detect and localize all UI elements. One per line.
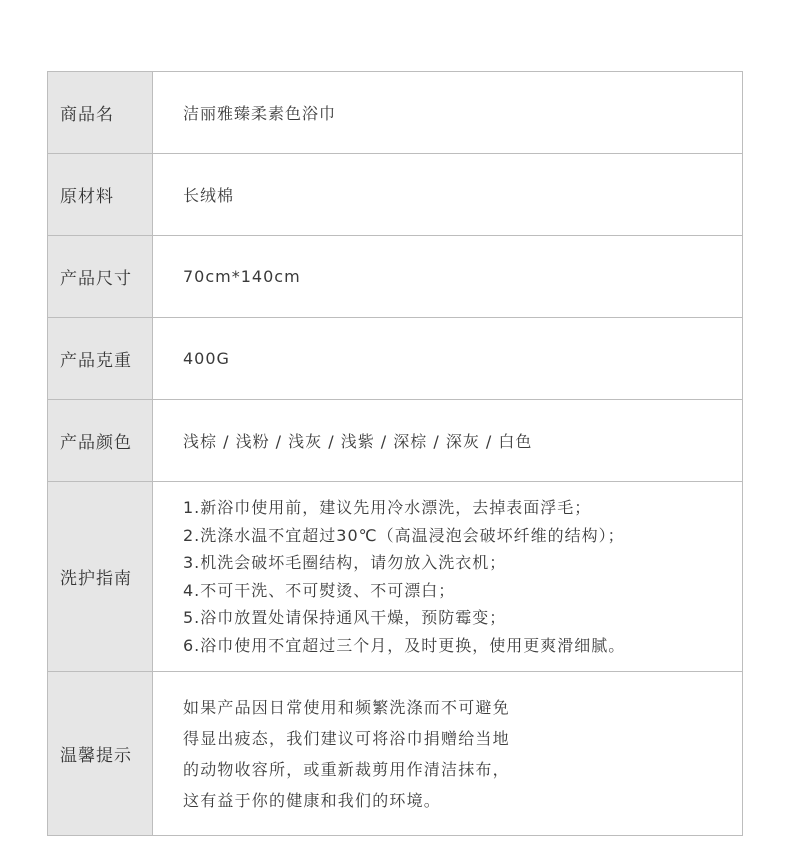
care-line: 6.浴巾使用不宜超过三个月，及时更换，使用更爽滑细腻。: [183, 635, 626, 655]
spec-value: 400G: [183, 349, 230, 368]
tip-line: 的动物收容所，或重新裁剪用作清洁抹布，: [183, 759, 510, 779]
tips-value: [153, 672, 742, 835]
spec-value: 70cm*140cm: [183, 267, 301, 286]
spec-value: 长绒棉: [183, 186, 235, 205]
spec-label: 产品克重: [48, 318, 153, 399]
care-line: 4.不可干洗、不可熨烫、不可漂白；: [183, 580, 456, 600]
spec-row-material: [48, 154, 742, 236]
spec-label: 商品名: [48, 72, 153, 153]
tips-lines: [183, 672, 510, 835]
spec-label: 原材料: [48, 154, 153, 235]
care-line: 5.浴巾放置处请保持通风干燥，预防霉变；: [183, 608, 507, 627]
spec-row-weight: [48, 318, 742, 400]
spec-row-product-name: [48, 72, 742, 154]
care-line: 3.机洗会破坏毛圈结构，请勿放入洗衣机；: [183, 553, 507, 572]
care-guide-value: [153, 482, 742, 671]
spec-value: 浅棕 / 浅粉 / 浅灰 / 浅紫 / 深棕 / 深灰 / 白色: [183, 432, 533, 451]
spec-row-size: [48, 236, 742, 318]
care-line: 2.洗涤水温不宜超过30℃（高温浸泡会破坏纤维的结构）；: [183, 525, 625, 545]
care-line: 1.新浴巾使用前，建议先用冷水漂洗，去掉表面浮毛；: [183, 498, 592, 517]
spec-row-tips: [48, 672, 742, 835]
product-spec-table: [47, 71, 743, 836]
spec-label: 产品颜色: [48, 400, 153, 481]
tip-line: 这有益于你的健康和我们的环境。: [183, 790, 442, 810]
spec-label: 温馨提示: [48, 672, 153, 835]
spec-label: 洗护指南: [48, 482, 153, 671]
spec-row-colors: [48, 400, 742, 482]
spec-label: 产品尺寸: [48, 236, 153, 317]
spec-row-care-guide: [48, 482, 742, 672]
care-guide-lines: [183, 482, 625, 671]
spec-value: 洁丽雅臻柔素色浴巾: [183, 104, 337, 123]
tip-line: 得显出疲态，我们建议可将浴巾捐赠给当地: [183, 728, 510, 748]
tip-line: 如果产品因日常使用和频繁洗涤而不可避免: [183, 697, 510, 717]
